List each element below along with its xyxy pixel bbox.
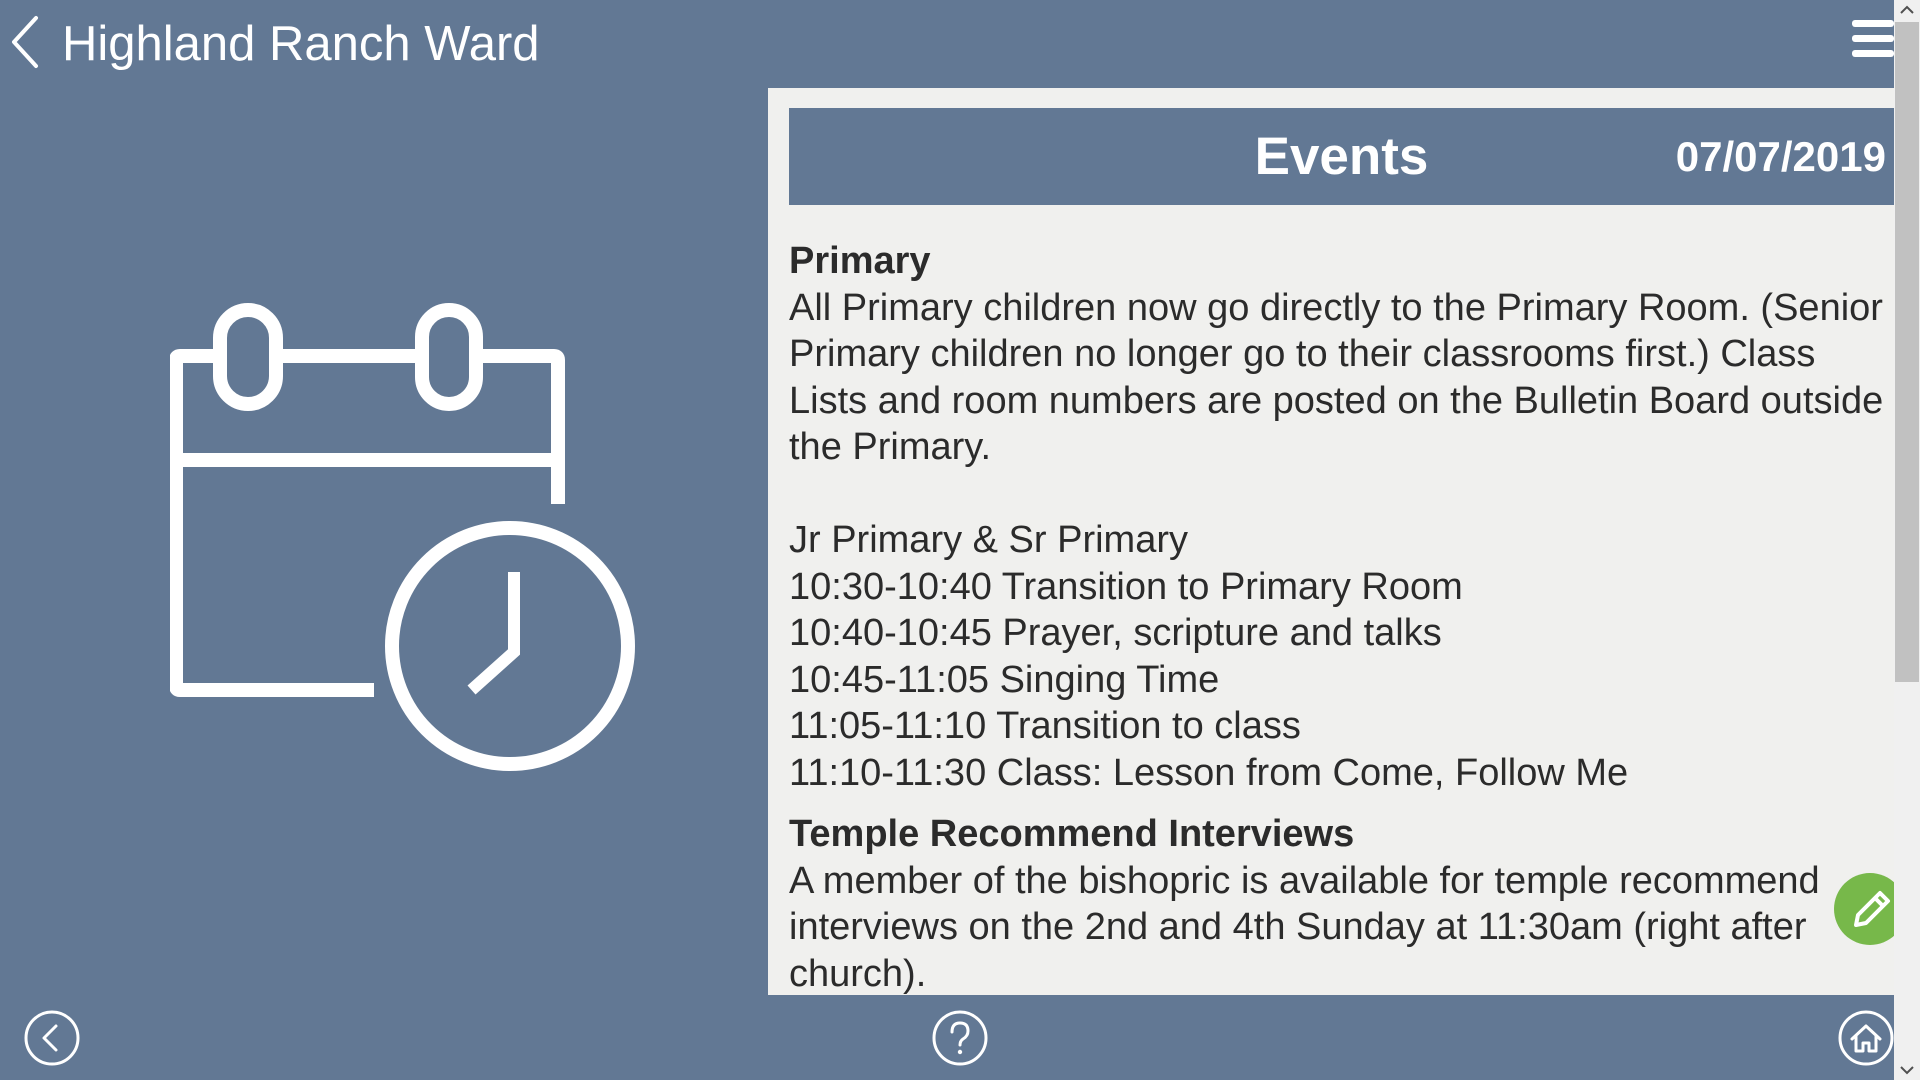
circle-chevron-left-icon[interactable] [24, 1010, 80, 1066]
events-title: Events [1254, 127, 1429, 186]
schedule-item: 10:30-10:40 Transition to Primary Room [789, 565, 1463, 608]
events-panel [768, 88, 1894, 995]
scroll-thumb[interactable] [1895, 22, 1919, 682]
schedule-item: 11:10-11:30 Class: Lesson from Come, Follow Me [789, 751, 1629, 794]
section-paragraph: A member of the bishopric is available for temple recommend interviews on the 2nd and 4th Sunday at 11:30am (right after church). [789, 859, 1820, 995]
calendar-clock-icon [170, 300, 640, 780]
circle-home-icon[interactable] [1838, 1010, 1894, 1066]
scroll-down-arrow-icon[interactable] [1894, 1060, 1920, 1080]
app-title: Highland Ranch Ward [62, 17, 540, 71]
section-paragraph: All Primary children now go directly to the Primary Room. (Senior Primary children no longer go to their classrooms first.) Class Lists and room numbers are posted on the Bulletin Board outside the Primary. [789, 286, 1884, 468]
events-date: 07/07/2019 [1675, 133, 1886, 180]
vertical-scrollbar[interactable] [1894, 0, 1920, 1080]
section-heading-temple: Temple Recommend Interviews [789, 813, 1355, 855]
hamburger-menu-icon[interactable] [1852, 16, 1894, 62]
section-heading-primary: Primary [789, 240, 931, 282]
schedule-heading: Jr Primary & Sr Primary [789, 519, 1188, 561]
schedule-item: 11:05-11:10 Transition to class [789, 705, 1301, 747]
top-bar [0, 0, 1894, 86]
events-content [789, 238, 1889, 995]
schedule-item: 10:40-10:45 Prayer, scripture and talks [789, 612, 1442, 654]
scroll-up-arrow-icon[interactable] [1894, 0, 1920, 20]
schedule-item: 10:45-11:05 Singing Time [789, 658, 1220, 701]
chevron-left-icon[interactable] [8, 14, 44, 70]
events-header [789, 108, 1894, 205]
circle-question-icon[interactable] [932, 1010, 988, 1066]
